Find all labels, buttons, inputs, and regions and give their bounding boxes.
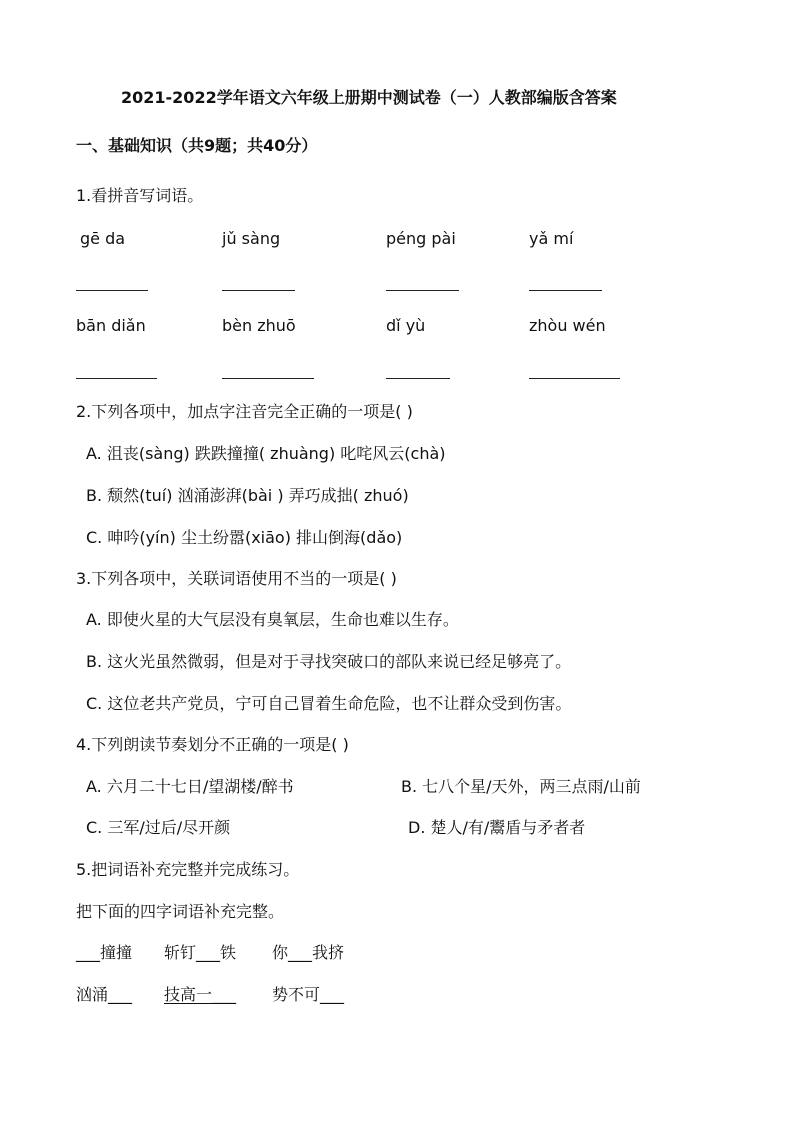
answer-blank[interactable] [76, 378, 157, 379]
fill-word[interactable]: 斩钉___铁 [164, 943, 237, 962]
pinyin-7: dǐ yù [386, 316, 426, 335]
question-1-stem: 1.看拼音写词语。 [76, 186, 204, 205]
fill-word[interactable]: 汹涌___ [76, 985, 133, 1004]
question-4-option-c[interactable]: C. 三军/过后/尽开颜 [86, 818, 231, 837]
pinyin-6: bèn zhuō [222, 316, 296, 335]
pinyin-2: jǔ sàng [222, 229, 281, 248]
pinyin-4: yǎ mí [529, 229, 574, 248]
page-title: 2021-2022学年语文六年级上册期中测试卷（一）人教部编版含答案 [121, 88, 617, 107]
question-3-option-b[interactable]: B. 这火光虽然微弱，但是对于寻找突破口的部队来说已经足够亮了。 [86, 652, 572, 671]
question-3-option-a[interactable]: A. 即使火星的大气层没有臭氧层，生命也难以生存。 [86, 610, 459, 629]
answer-blank[interactable] [76, 290, 148, 291]
section-heading: 一、基础知识（共9题；共40分） [76, 136, 318, 155]
question-4-option-b[interactable]: B. 七八个星/天外，两三点雨/山前 [401, 777, 641, 796]
answer-blank[interactable] [222, 378, 314, 379]
fill-word[interactable]: 势不可___ [272, 985, 345, 1004]
pinyin-8: zhòu wén [529, 316, 606, 335]
answer-blank[interactable] [386, 290, 459, 291]
fill-word[interactable]: ___撞撞 [76, 943, 133, 962]
question-3-stem: 3.下列各项中，关联词语使用不当的一项是( ) [76, 569, 397, 588]
answer-blank[interactable] [386, 378, 450, 379]
question-2-stem: 2.下列各项中，加点字注音完全正确的一项是( ) [76, 402, 413, 421]
question-5-stem: 5.把词语补充完整并完成练习。 [76, 860, 300, 879]
question-4-stem: 4.下列朗读节奏划分不正确的一项是( ) [76, 735, 349, 754]
pinyin-5: bān diǎn [76, 316, 146, 335]
question-4-option-d[interactable]: D. 楚人/有/鬻盾与矛者者 [408, 818, 586, 837]
question-2-option-b[interactable]: B. 颓然(tuí) 汹涌澎湃(bài ) 弄巧成拙( zhuó) [86, 486, 409, 505]
question-5-subprompt: 把下面的四字词语补充完整。 [76, 902, 285, 921]
question-3-option-c[interactable]: C. 这位老共产党员，宁可自己冒着生命危险，也不让群众受到伤害。 [86, 694, 572, 713]
answer-blank[interactable] [529, 378, 620, 379]
fill-word[interactable]: 你___我挤 [272, 943, 345, 962]
answer-blank[interactable] [529, 290, 602, 291]
pinyin-1: gē da [80, 229, 126, 248]
question-4-option-a[interactable]: A. 六月二十七日/望湖楼/醉书 [86, 777, 294, 796]
answer-blank[interactable] [222, 290, 295, 291]
question-2-option-c[interactable]: C. 呻吟(yín) 尘土纷嚣(xiāo) 排山倒海(dǎo) [86, 528, 403, 547]
pinyin-3: péng pài [386, 229, 456, 248]
fill-word[interactable]: 技高一___ [164, 985, 237, 1004]
question-2-option-a[interactable]: A. 沮丧(sàng) 跌跌撞撞( zhuàng) 叱咤风云(chà) [86, 444, 446, 463]
